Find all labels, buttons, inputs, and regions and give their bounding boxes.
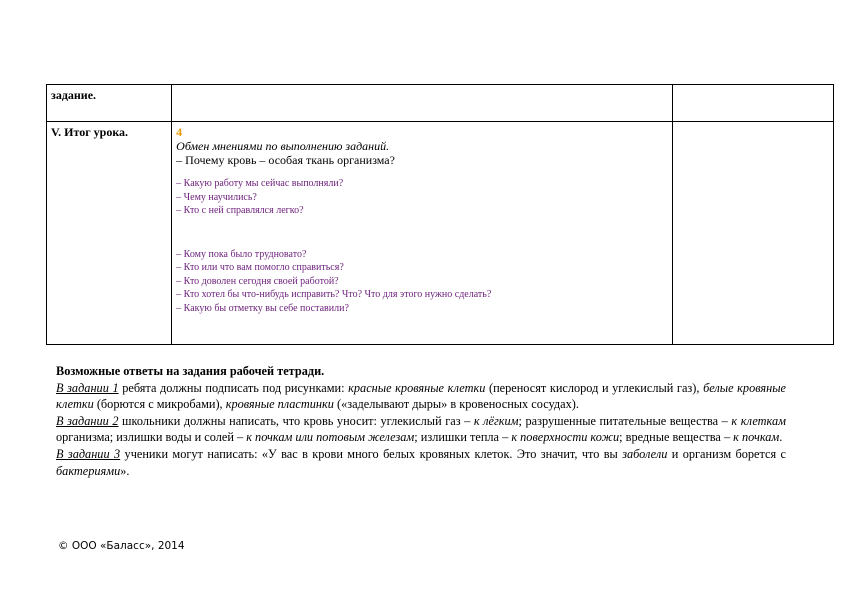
content-cell bbox=[172, 85, 673, 122]
answer-text: («заделывают дыры» в кровеносных сосудах). bbox=[333, 397, 579, 412]
answer-text: ребята должны подписать под рисунками: bbox=[118, 380, 349, 395]
answer-term: кровяные пластинки bbox=[225, 397, 334, 412]
table-row bbox=[47, 122, 834, 345]
reflection-question: – Кто хотел бы что-нибудь исправить? Что? Что для этого нужно сделать? bbox=[176, 289, 492, 300]
copyright-footer: © ООО «Баласс», 2014 bbox=[58, 540, 185, 552]
answer-term: к поверхности кожи bbox=[511, 430, 620, 445]
answer-term: к клеткам bbox=[731, 413, 786, 428]
reflection-question: – Кому пока было трудновато? bbox=[176, 248, 307, 260]
task-reference: В задании 1 bbox=[56, 380, 119, 395]
answer-text: (переносят кислород и углекислый газ), bbox=[485, 380, 704, 395]
lesson-table bbox=[46, 84, 834, 345]
notes-cell bbox=[672, 122, 833, 345]
answer-paragraph-2 bbox=[56, 413, 786, 446]
task-reference: В задании 3 bbox=[56, 446, 121, 461]
answer-term: красные кровяные клетки bbox=[348, 380, 486, 395]
answer-text: и организм борется с bbox=[667, 446, 786, 461]
answer-term: к почкам bbox=[733, 430, 780, 445]
answer-text: ; разрушенные питательные вещества – bbox=[518, 413, 732, 428]
answer-text: организма; излишки воды и солей – bbox=[56, 430, 247, 445]
main-question: – Почему кровь – особая ткань организма? bbox=[176, 153, 395, 167]
answer-paragraph-3 bbox=[56, 446, 786, 479]
reflection-question: – Какую работу мы сейчас выполняли? bbox=[176, 178, 344, 189]
answers-section bbox=[56, 363, 786, 479]
answer-text: ; вредные вещества – bbox=[619, 430, 734, 445]
stage-cell: V. Итог урока. bbox=[47, 122, 172, 345]
answer-paragraph-1 bbox=[56, 380, 786, 413]
answer-term: к почкам или потовым железам bbox=[246, 430, 415, 445]
table-row bbox=[47, 85, 834, 122]
intro-text: Обмен мнениями по выполнению заданий. bbox=[176, 139, 390, 153]
answers-heading: Возможные ответы на задания рабочей тетради. bbox=[56, 364, 325, 378]
reflection-question: – Кто с ней справлялся легко? bbox=[176, 205, 304, 216]
step-number: 4 bbox=[176, 125, 183, 139]
content-cell bbox=[172, 122, 673, 345]
answer-term: заболели bbox=[622, 446, 668, 461]
answer-text: школьники должны написать, что кровь уносит: углекислый газ – bbox=[118, 413, 474, 428]
reflection-question: – Кто или что вам помогло справиться? bbox=[176, 262, 344, 273]
answer-text: ; излишки тепла – bbox=[414, 430, 512, 445]
answer-term: к лёгким bbox=[473, 413, 519, 428]
answer-text: ». bbox=[120, 463, 130, 478]
stage-cell: задание. bbox=[47, 85, 172, 122]
notes-cell bbox=[672, 85, 833, 122]
answer-term: бактериями bbox=[56, 463, 121, 478]
reflection-question: – Кто доволен сегодня своей работой? bbox=[176, 275, 339, 287]
task-reference: В задании 2 bbox=[56, 413, 119, 428]
answer-text: . bbox=[779, 430, 783, 445]
reflection-question: – Какую бы отметку вы себе поставили? bbox=[176, 302, 349, 314]
answer-term: белые кровяные клетки bbox=[56, 380, 787, 412]
reflection-question: – Чему научились? bbox=[176, 191, 257, 203]
answer-text: (борются с микробами), bbox=[93, 397, 226, 412]
answer-text: ученики могут написать: «У вас в крови много белых кровяных клеток. Это значит, что вы bbox=[120, 446, 623, 461]
